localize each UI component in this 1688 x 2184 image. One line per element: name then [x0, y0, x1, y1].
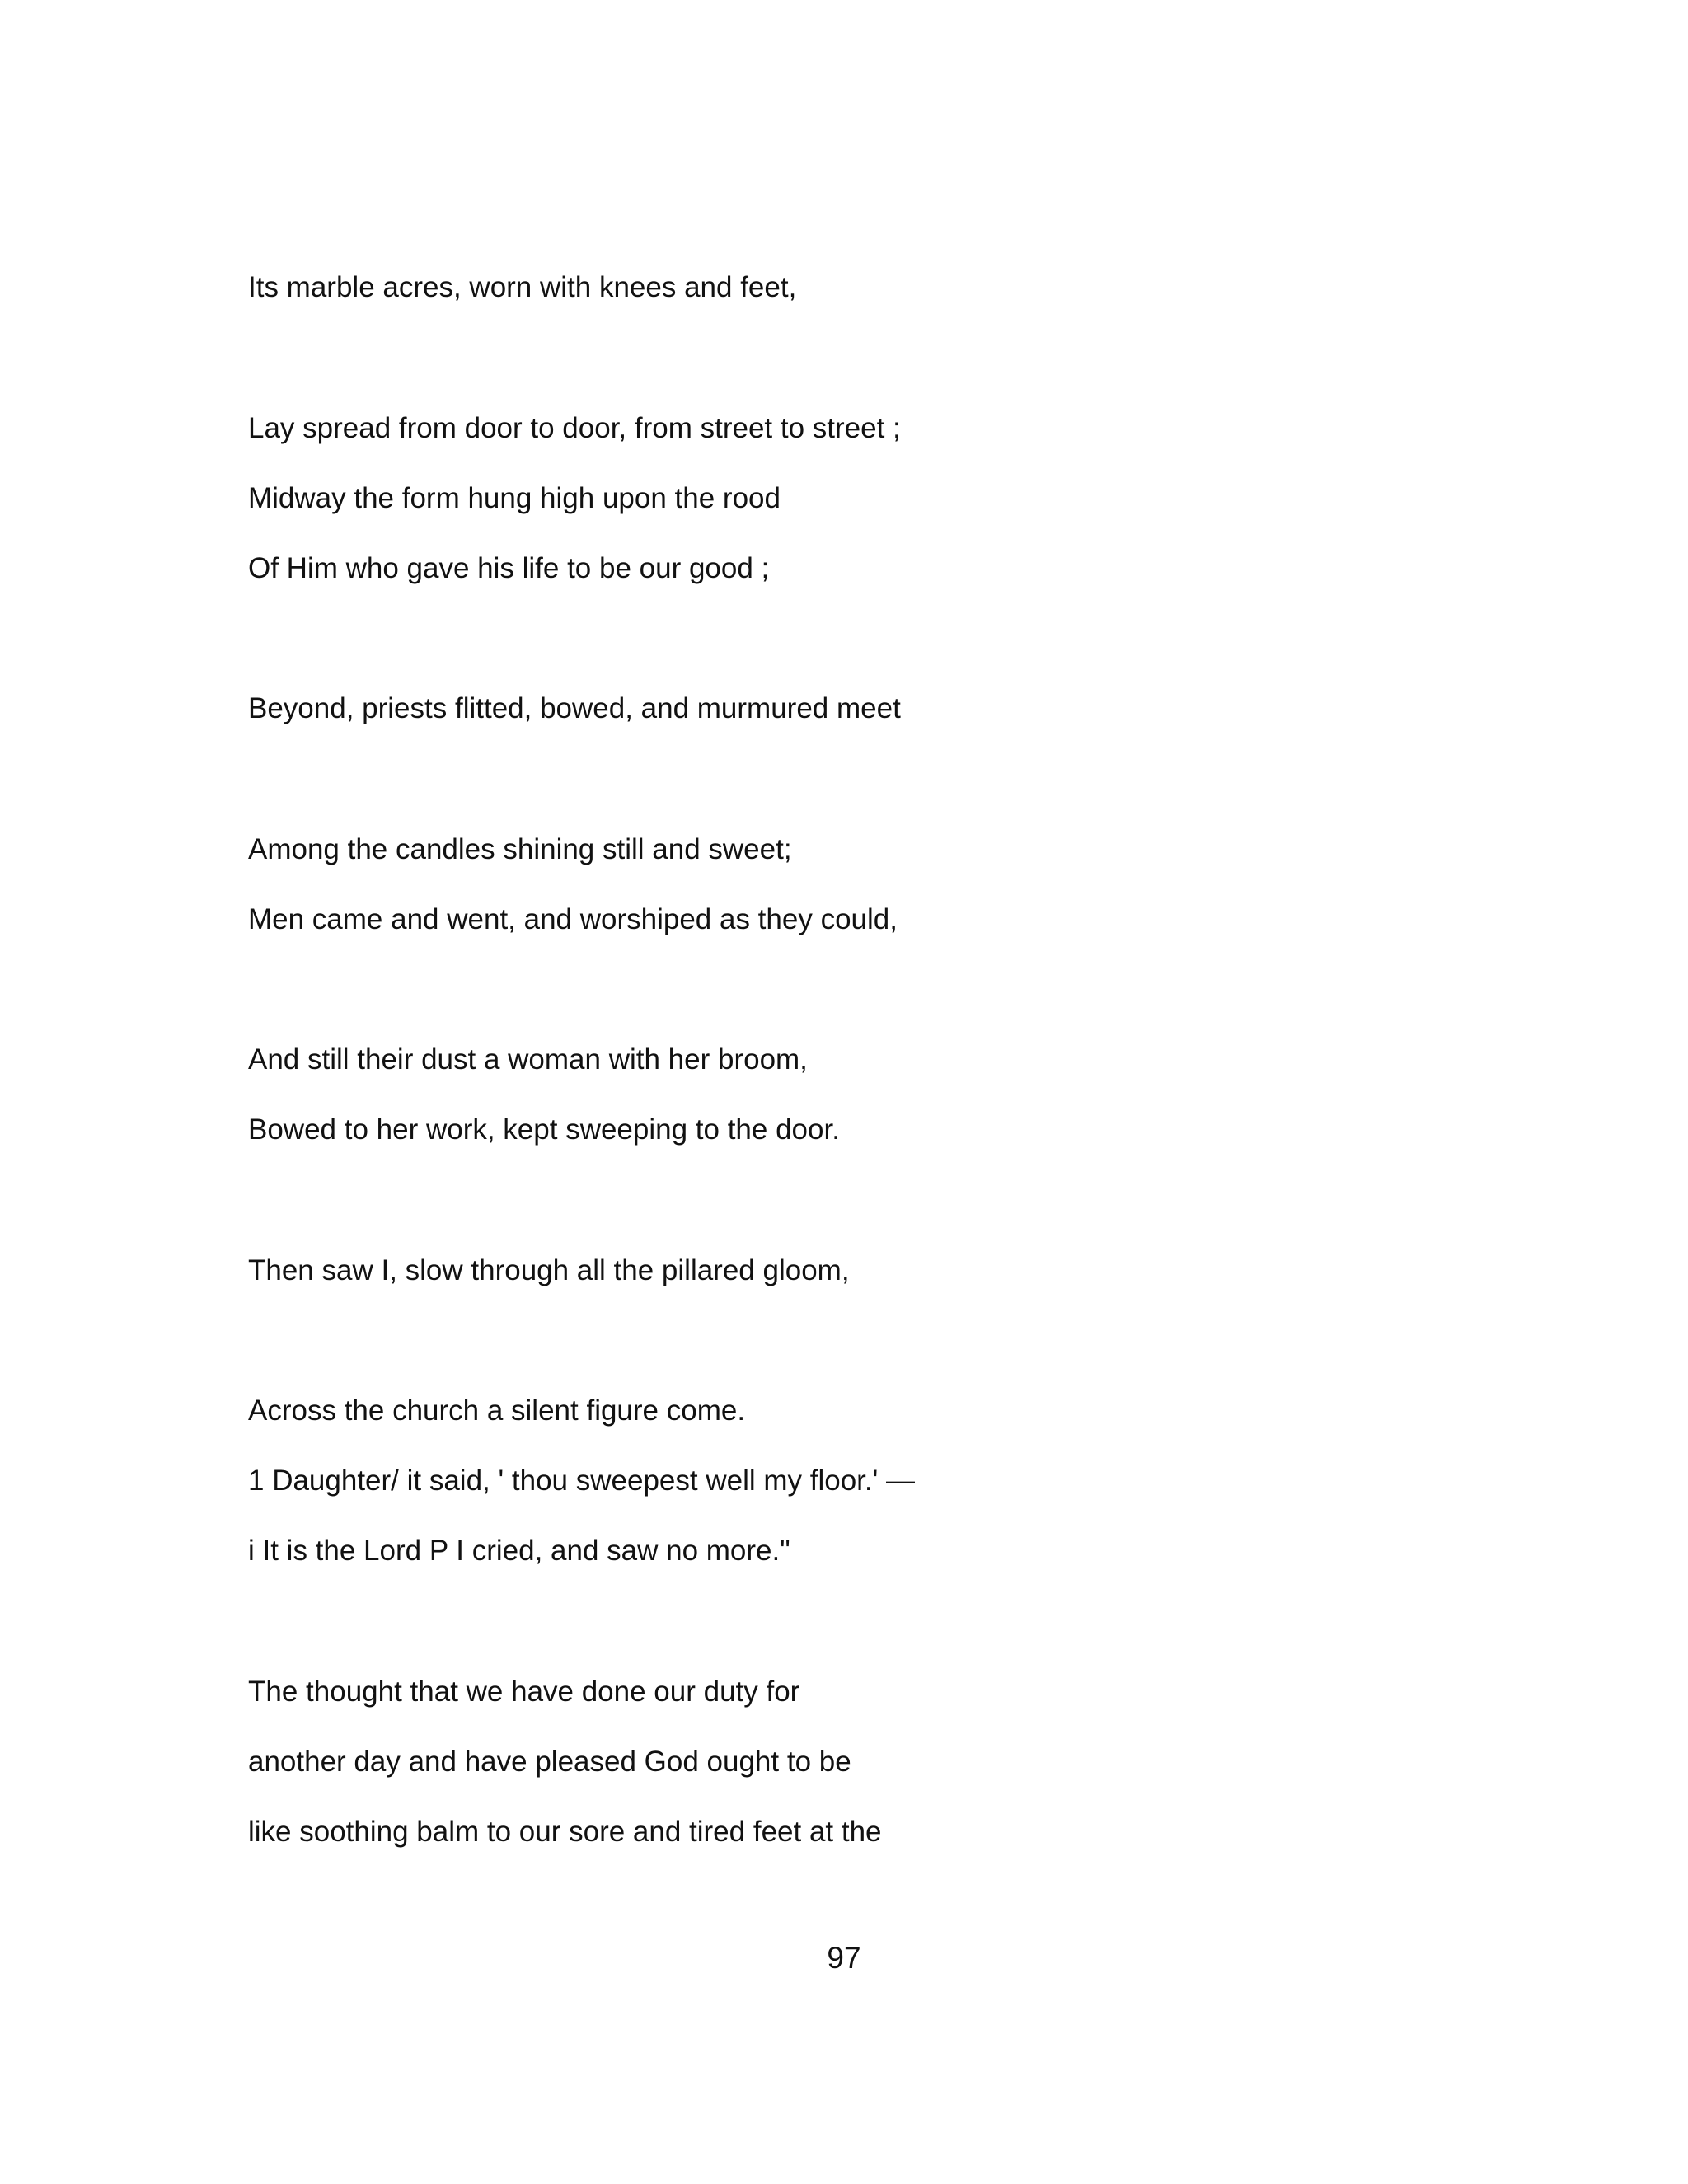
text-line: Across the church a silent figure come.	[248, 1394, 746, 1427]
text-line: like soothing balm to our sore and tired feet at the	[248, 1816, 882, 1848]
text-line: Midway the form hung high upon the rood	[248, 482, 781, 514]
text-line: Lay spread from door to door, from street to street ;	[248, 412, 901, 444]
text-line: i It is the Lord P I cried, and saw no more."	[248, 1535, 790, 1567]
text-line: And still their dust a woman with her broom,	[248, 1043, 808, 1076]
text-line: Its marble acres, worn with knees and feet,	[248, 271, 797, 303]
text-line: another day and have pleased God ought to be	[248, 1746, 851, 1778]
text-line: 1 Daughter/ it said, ' thou sweepest well my floor.' —	[248, 1465, 916, 1497]
page-number: 97	[827, 1941, 861, 1975]
text-line: Men came and went, and worshiped as they could,	[248, 903, 898, 935]
text-line: Then saw I, slow through all the pillared gloom,	[248, 1254, 850, 1286]
text-line: Bowed to her work, kept sweeping to the door.	[248, 1113, 840, 1146]
text-line: The thought that we have done our duty for	[248, 1675, 800, 1708]
text-line: Beyond, priests flitted, bowed, and murmured meet	[248, 692, 901, 724]
text-line: Among the candles shining still and sweet;	[248, 833, 792, 865]
text-line: Of Him who gave his life to be our good ;	[248, 552, 770, 584]
